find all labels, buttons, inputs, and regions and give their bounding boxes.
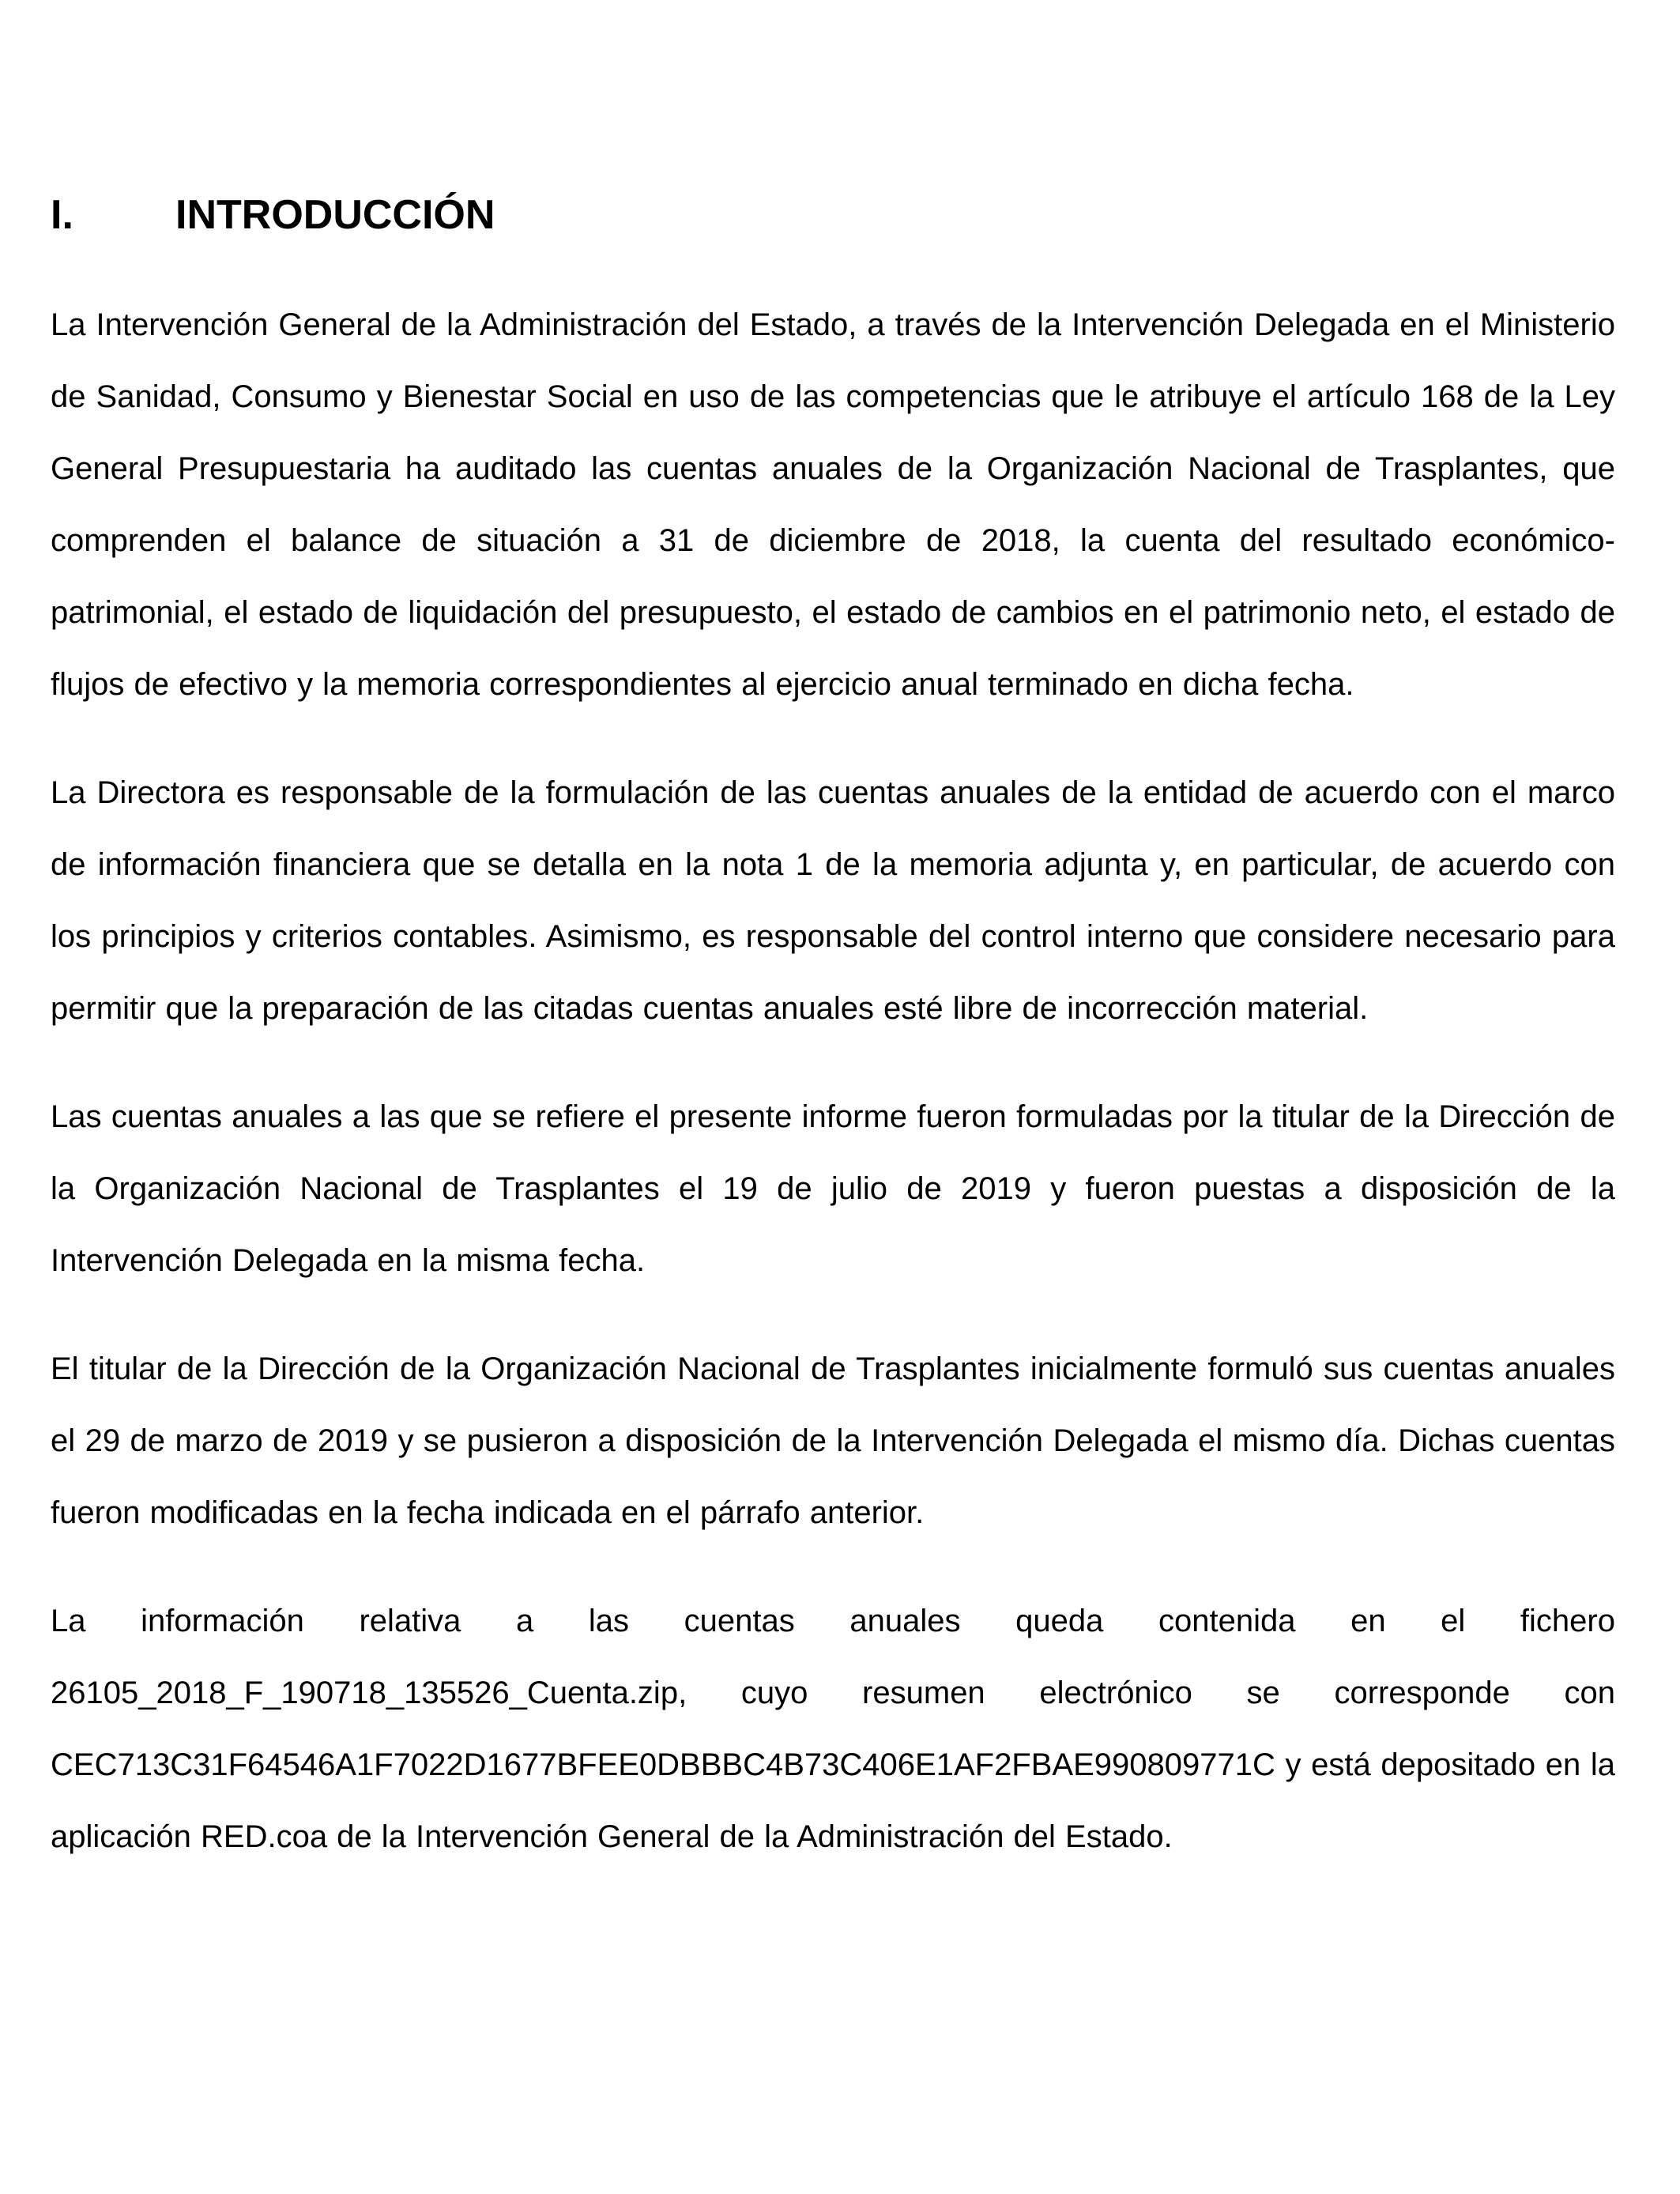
section-title: INTRODUCCIÓN xyxy=(175,192,495,238)
section-heading xyxy=(51,187,1615,243)
section-number: I. xyxy=(51,192,73,238)
paragraph-director-responsibility: La Directora es responsable de la formulación de las cuentas anuales de la entidad de acuerdo con el marco de información financiera que se detalla en la nota 1 de la memoria adjunta y, en particular, de acuerdo con los principios y criterios contables. Asimismo, es responsable del control interno que considere necesario para permitir que la preparación de las citadas cuentas anuales esté libre de incorrección material. xyxy=(51,775,1615,1026)
paragraph-initial-formulation: El titular de la Dirección de la Organización Nacional de Trasplantes inicialmente formuló sus cuentas anuales el 29 de marzo de 2019 y se pusieron a disposición de la Intervención Delegada el mismo día. Dichas cuentas fueron modificadas en la fecha indicada en el párrafo anterior. xyxy=(51,1351,1615,1530)
document-content xyxy=(51,187,1615,1873)
paragraph-audit-scope: La Intervención General de la Administración del Estado, a través de la Intervención Delegada en el Ministerio de Sanidad, Consumo y Bienestar Social en uso de las competencias que le atribuye el artículo 168 de la Ley General Presupuestaria ha auditado las cuentas anuales de la Organización Nacional de Trasplantes, que comprenden el balance de situación a 31 de diciembre de 2018, la cuenta del resultado económico-patrimonial, el estado de liquidación del presupuesto, el estado de cambios en el patrimonio neto, el estado de flujos de efectivo y la memoria correspondientes al ejercicio anual terminado en dicha fecha. xyxy=(51,307,1615,702)
paragraph-electronic-file: La información relativa a las cuentas anuales queda contenida en el fichero 26105_2018_F_190718_135526_Cuenta.zip, cuyo resumen electrónico se corresponde con CEC713C31F64546A1F7022D1677BFEE0DBBBC4B73C406E1AF2FBAE990809771C y está depositado en la aplicación RED.coa de la Intervención General de la Administración del Estado. xyxy=(51,1604,1615,1854)
paragraph-formulation-date: Las cuentas anuales a las que se refiere el presente informe fueron formuladas por la titular de la Dirección de la Organización Nacional de Trasplantes el 19 de julio de 2019 y fueron puestas a disposición de la Intervención Delegada en la misma fecha. xyxy=(51,1099,1615,1278)
